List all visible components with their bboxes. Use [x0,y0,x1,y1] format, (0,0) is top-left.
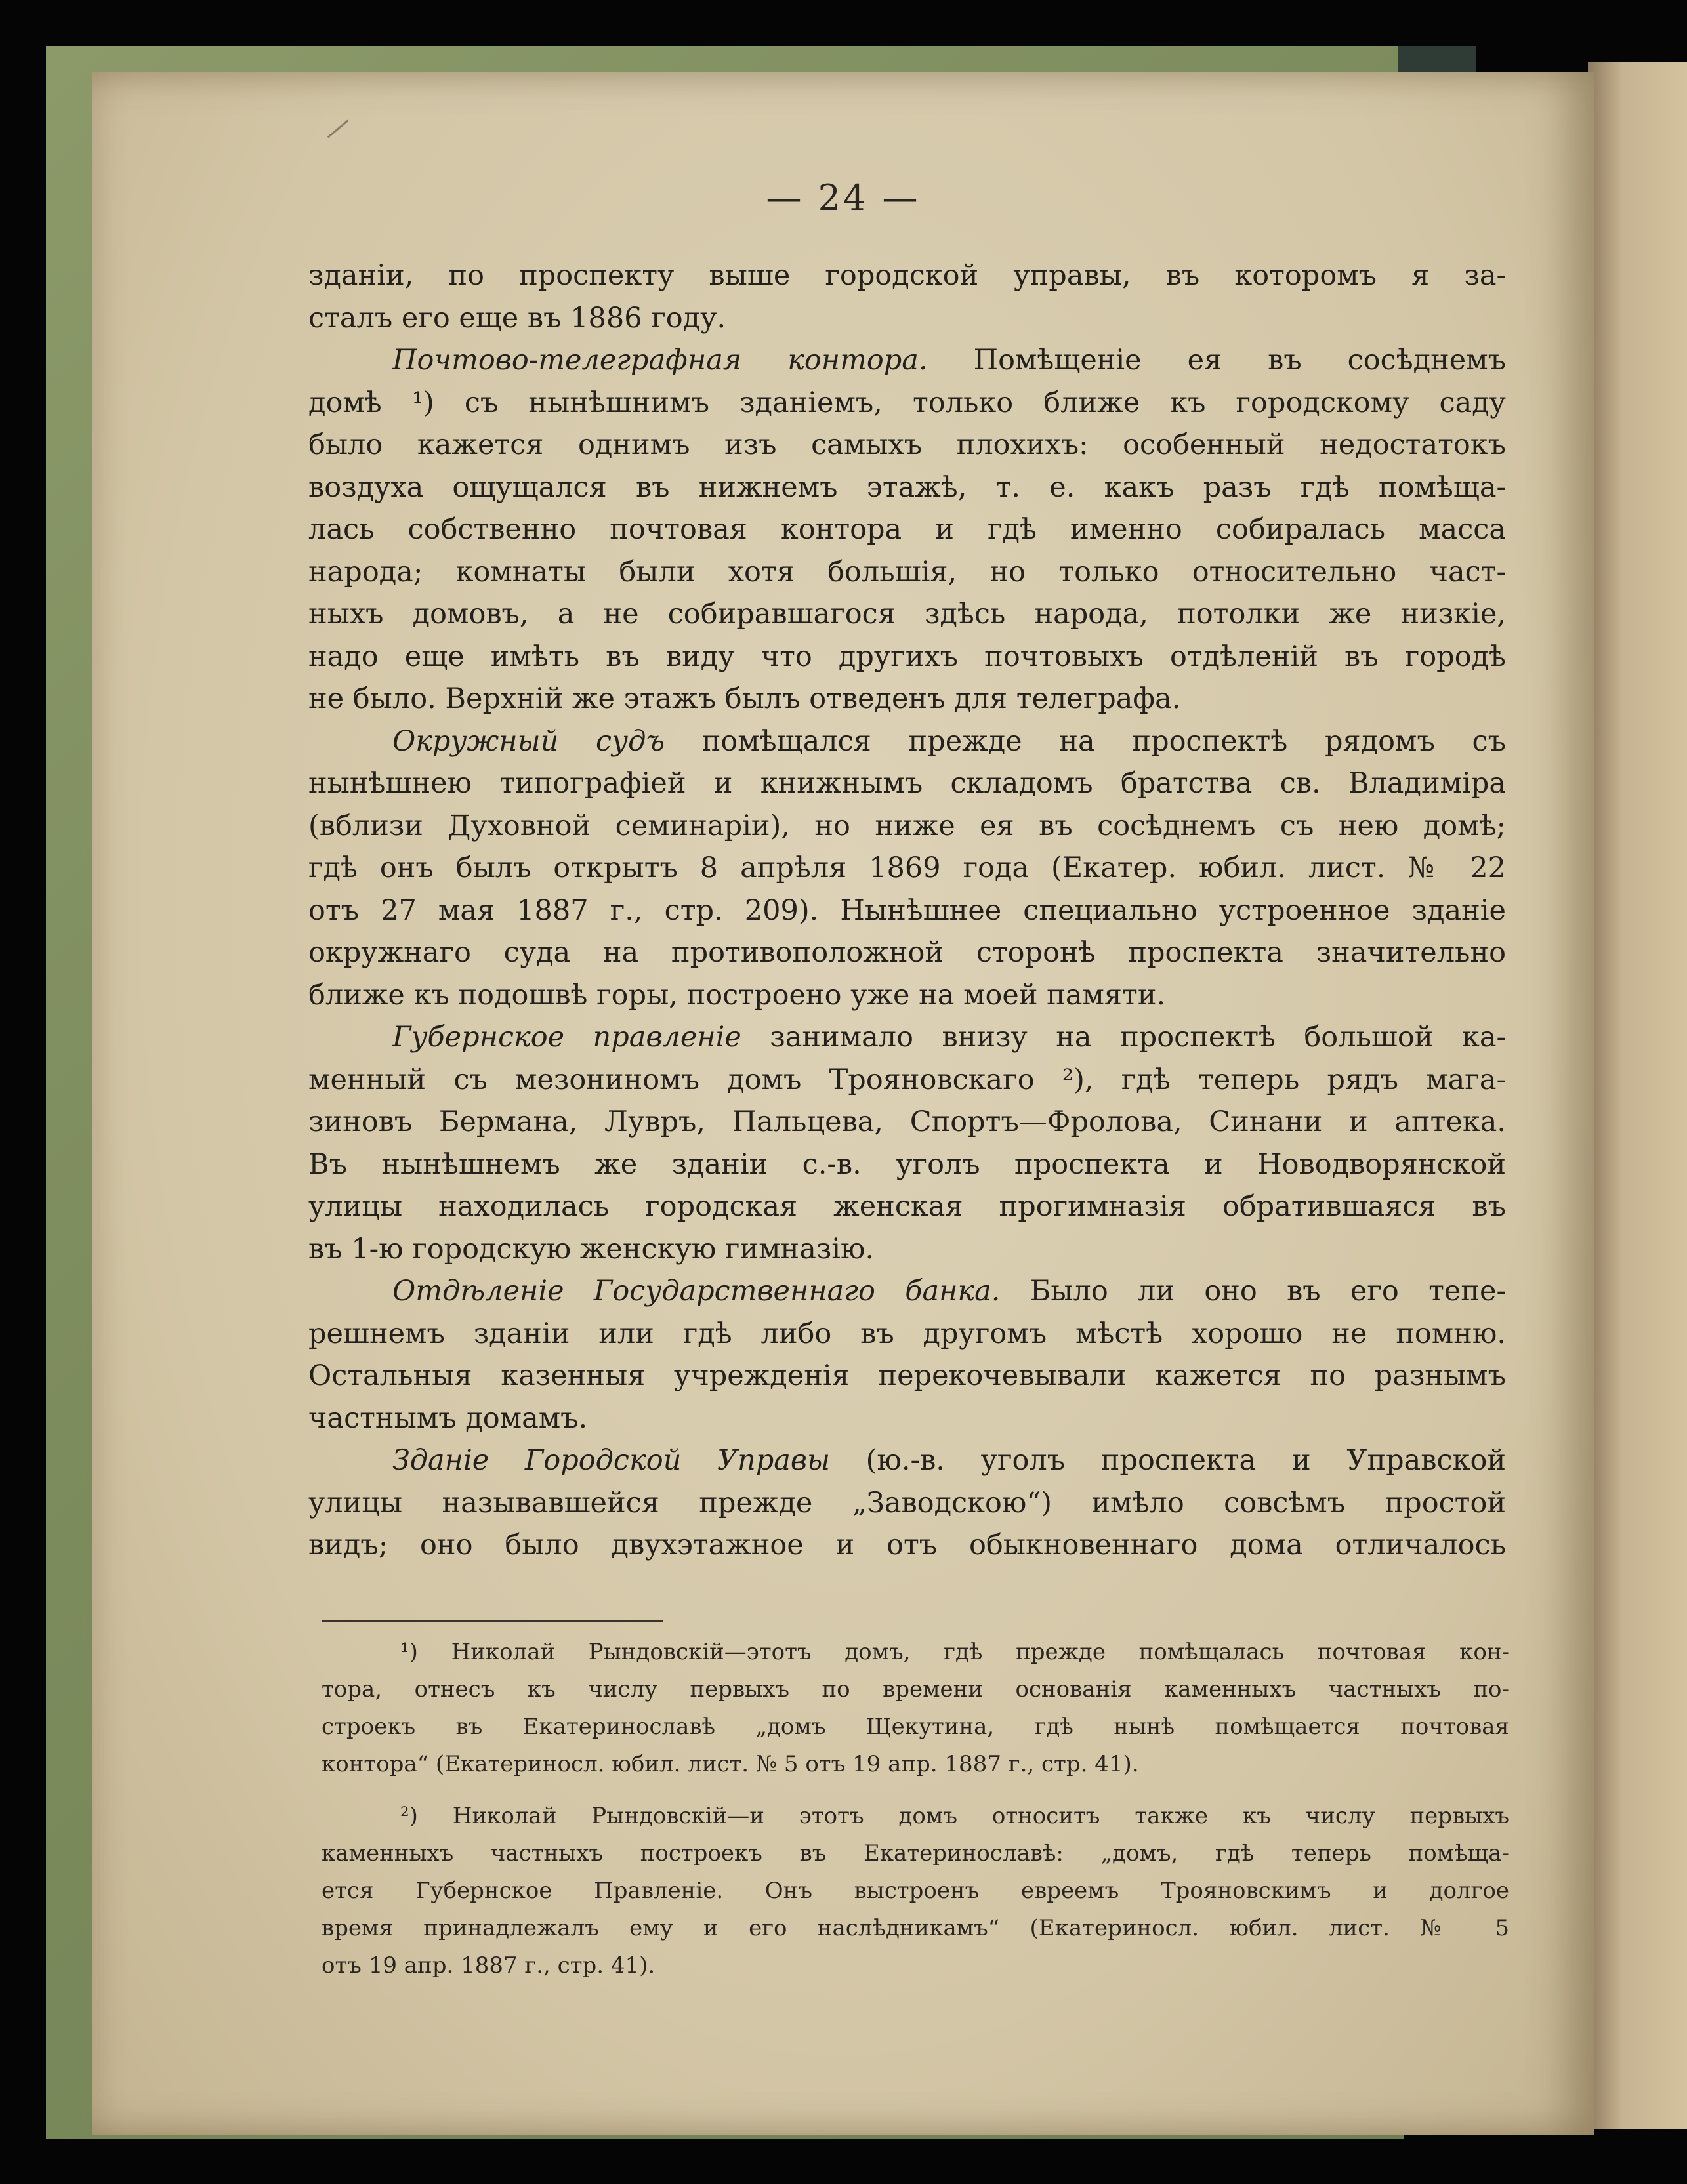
text-line: воздуха ощущался въ нижнемъ этажѣ, т. е. какъ разъ гдѣ помѣща- [308,470,1506,504]
text-line: здaнiи, по проспекту выше городской управы, въ которомъ я за- [308,259,1506,292]
text-line: решнемъ зданіи или гдѣ либо въ другомъ мѣстѣ хорошо не помню. [308,1317,1506,1350]
footnote-line: каменныхъ частныхъ построекъ въ Екатеринославѣ: „домъ, гдѣ теперь помѣща- [322,1840,1509,1866]
text-line: окружнаго суда на противоположной сторонѣ проспекта значительно [308,936,1506,969]
section-heading: Зданіе Городской Управы [392,1444,830,1477]
footnote-line: отъ 19 апр. 1887 г., стр. 41). [322,1952,656,1979]
text-line: надо еще имѣть въ виду что другихъ почтовыхъ отдѣленій въ городѣ [308,640,1506,673]
text-line: не было. Верхній же этажъ былъ отведенъ для телеграфа. [308,682,1181,715]
text-line: отъ 27 мая 1887 г., стр. 209). Нынѣшнее специально устроенное зданіе [308,894,1506,927]
footnote-line: время принадлежалъ ему и его наслѣдникамъ“ (Екатериносл. юбил. лист. № 5 [322,1915,1509,1941]
text-line: народа; комнаты были хотя большія, но только относительно част- [308,555,1506,588]
text-line: видъ; оно было двухэтажное и отъ обыкновеннаго дома отличалось [308,1529,1506,1561]
text-line: Зданіе Городской Управы (ю.-в. уголъ проспекта и Управской [392,1444,1506,1477]
text-line: Губернское правленіе занимало внизу на проспектѣ большой ка- [392,1021,1506,1054]
text-line: частнымъ домамъ. [308,1401,588,1435]
text-line: улицы называвшейся прежде „Заводскою“) имѣло совсѣмъ простой [308,1486,1506,1519]
footnote-line: ется Губернское Правленіе. Онъ выстроенъ евреемъ Трояновскимъ и долгое [322,1878,1509,1904]
section-heading: Почтово-телеграфная контора. [392,344,928,377]
text-line: гдѣ онъ былъ открытъ 8 апрѣля 1869 года (Екатер. юбил. лист. № 22 [308,852,1506,884]
main-text [308,255,1506,1567]
footnote-line: тора, отнесъ къ числу первыхъ по времени основанія каменныхъ частныхъ по- [322,1676,1509,1702]
text-line: улицы находилась городская женская прогимназія обратившаяся въ [308,1190,1506,1223]
text-line: Отдѣленіе Государственнаго банка. Было ли оно въ его тепе- [392,1275,1506,1308]
text-line: Въ нынѣшнемъ же зданіи с.-в. уголъ проспекта и Новодворянской [308,1147,1506,1181]
text-line: нынѣшнею типографіей и книжнымъ складомъ братства св. Владиміра [308,767,1506,800]
footnote-line: контора“ (Екатериносл. юбил. лист. № 5 отъ 19 апр. 1887 г., стр. 41). [322,1751,1139,1777]
footnote-divider [322,1620,663,1622]
section-heading: Отдѣленіе Государственнаго банка. [392,1275,1001,1308]
text-line: въ 1-ю городскую женскую гимназію. [308,1232,875,1266]
page-number: — 24 — [766,177,921,218]
text-line: сталъ его еще въ 1886 году. [308,301,726,335]
footnote-gap [322,1783,1509,1798]
footnotes [322,1634,1509,1985]
text-line: домѣ ¹) съ нынѣшнимъ зданіемъ, только ближе къ городскому саду [308,386,1506,419]
section-heading: Окружный судъ [392,724,665,758]
text-line: лась собственно почтовая контора и гдѣ именно собиралась масса [308,513,1506,546]
text-line: Остальныя казенныя учрежденія перекочевывали кажется по разнымъ [308,1359,1506,1392]
text-line: зиновъ Бермана, Лувръ, Пальцева, Спортъ—Фролова, Синани и аптека. [308,1105,1506,1138]
text-line: ныхъ домовъ, а не собиравшагося здѣсь народа, потолки же низкіе, [308,598,1506,630]
text-line: ближе къ подошвѣ горы, построено уже на моей памяти. [308,978,1166,1012]
text-line: Почтово-телеграфная контора. Помѣщеніе ея въ сосѣднемъ [392,344,1507,377]
text-line: менный съ мезониномъ домъ Трояновскаго ²), гдѣ теперь рядъ мага- [308,1063,1506,1096]
footnote-line: ¹) Николай Рындовскій—этотъ домъ, гдѣ прежде помѣщалась почтовая кон- [400,1639,1509,1665]
text-line: (вблизи Духовной семинаріи), но ниже ея въ сосѣднемъ съ нею домѣ; [308,809,1506,842]
section-heading: Губернское правленіе [392,1021,741,1054]
text-line: Окружный судъ помѣщался прежде на проспектѣ рядомъ съ [392,724,1506,758]
text-line: было кажется однимъ изъ самыхъ плохихъ: особенный недостатокъ [308,428,1506,461]
adjacent-page-edge [1588,62,1687,2129]
footnote-line: ²) Николай Рындовскій—и этотъ домъ относитъ также къ числу первыхъ [400,1803,1509,1829]
footnote-line: строекъ въ Екатеринославѣ „домъ Щекутина, гдѣ нынѣ помѣщается почтовая [322,1714,1509,1740]
